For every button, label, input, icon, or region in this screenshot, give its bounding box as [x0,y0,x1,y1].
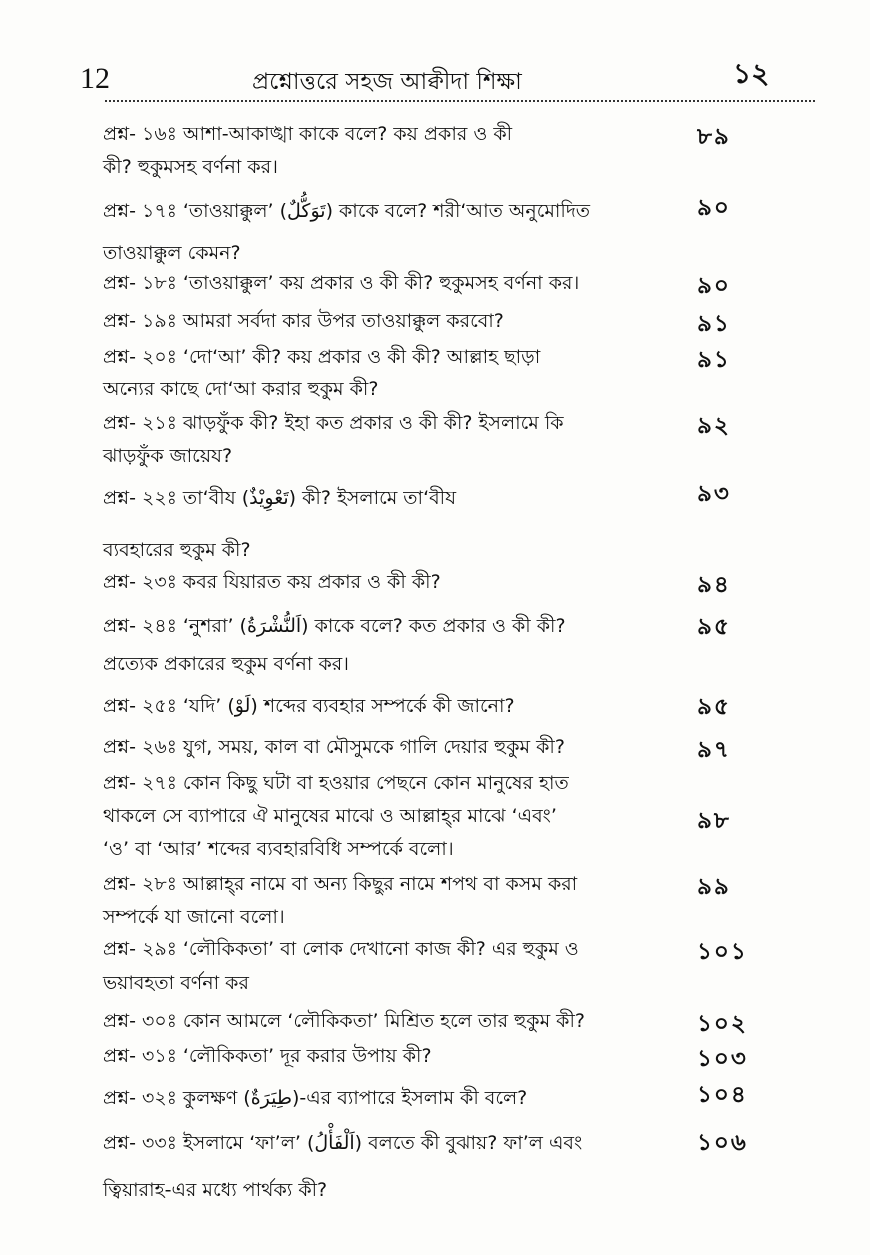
page-number-latin: 12 [80,62,110,95]
toc-entry-text-line: প্রশ্ন- ১৯ঃ আমরা সর্বদা কার উপর তাওয়াক্কুল করবো? [103,310,504,332]
toc-entry-text-line: থাকলে সে ব্যাপারে ঐ মানুষের মাঝে ও আল্লাহ্‌র মাঝে ‘এবং’ [103,805,557,827]
toc-entry-page-number: ৯৯ [697,874,731,900]
toc-entry-text-line: প্রশ্ন- ২৩ঃ কবর যিয়ারত কয় প্রকার ও কী কী? [103,571,441,593]
toc-entry-text-line: প্রশ্ন- ২৬ঃ যুগ, সময়, কাল বা মৌসুমকে গালি দেয়ার হুকুম কী? [103,736,565,758]
toc-entry-page-number: ৯৪ [697,572,731,598]
toc-entry-text-line: অন্যের কাছে দো‘আ করার হুকুম কী? [103,378,379,400]
toc-entry-page-number: ১০১ [697,939,748,965]
toc-entry-text-line: ত্বিয়ারাহ-এর মধ্যে পার্থক্য কী? [103,1179,328,1201]
header-dotted-rule [105,100,815,102]
toc-entry-text-line: প্রশ্ন- ৩২ঃ কুলক্ষণ (طِيَرَةٌ)-এর ব্যাপারে ইসলাম কী বলে? [103,1087,528,1109]
toc-entry-text-line: ঝাড়ফুঁক জায়েয? [103,445,233,467]
toc-entry-text-line: প্রশ্ন- ২৯ঃ ‘লৌকিকতা’ বা লোক দেখানো কাজ কী? এর হুকুম ও [103,938,579,960]
toc-entry-text-line: প্রশ্ন- ২২ঃ তা‘বীয (تَعْوِيْذٌ) কী? ইসলামে তা‘বীয [103,487,457,509]
toc-entry-page-number: ৯৩ [697,481,731,507]
toc-entry-page-number: ৯২ [697,413,731,439]
toc-entry-text-line: প্রশ্ন- ১৮ঃ ‘তাওয়াক্কুল’ কয় প্রকার ও কী কী? হুকুমসহ বর্ণনা কর। [103,272,580,294]
toc-entry-text-line: প্রশ্ন- ২১ঃ ঝাড়ফুঁক কী? ইহা কত প্রকার ও কী কী? ইসলামে কি [103,412,564,434]
toc-entry-page-number: ৯৫ [697,614,731,640]
toc-entry-text-line: প্রশ্ন- ২৮ঃ আল্লাহ্‌র নামে বা অন্য কিছুর নামে শপথ বা কসম করা [103,873,578,895]
toc-entry-text-line: প্রশ্ন- ২০ঃ ‘দো‘আ’ কী? কয় প্রকার ও কী কী? আল্লাহ ছাড়া [103,346,541,368]
toc-entry-text-line: কী? হুকুমসহ বর্ণনা কর। [103,156,278,178]
toc-entry-text-line: ভয়াবহতা বর্ণনা কর [103,972,249,994]
toc-entry-text-line: প্রশ্ন- ৩০ঃ কোন আমলে ‘লৌকিকতা’ মিশ্রিত হলে তার হুকুম কী? [103,1010,585,1032]
toc-entry-page-number: ৯০ [697,273,731,299]
toc-entry-page-number: ৮৯ [697,124,731,150]
toc-entry-page-number: ১০৩ [697,1046,748,1072]
toc-entry-text-line: ‘ও’ বা ‘আর’ শব্দের ব্যবহারবিধি সম্পর্কে বলো। [103,838,454,860]
toc-entry-page-number: ৯৮ [697,808,731,834]
toc-entry-page-number: ৯১ [697,311,731,337]
toc-entry-text-line: প্রশ্ন- ২৫ঃ ‘যদি’ (لَوْ) শব্দের ব্যবহার সম্পর্কে কী জানো? [103,695,515,717]
toc-entry-text-line: ব্যবহারের হুকুম কী? [103,539,251,561]
toc-entry-page-number: ৯১ [697,347,731,373]
toc-entry-text-line: প্রশ্ন- ৩১ঃ ‘লৌকিকতা’ দূর করার উপায় কী? [103,1045,432,1067]
toc-entry-text-line: প্রশ্ন- ১৭ঃ ‘তাওয়াক্কুল’ (تَوَكُّلٌ) কাকে বলে? শরী‘আত অনুমোদিত [103,200,591,222]
toc-entry-text-line: সম্পর্কে যা জানো বলো। [103,906,285,928]
toc-entry-text-line: প্রশ্ন- ১৬ঃ আশা-আকাঙ্খা কাকে বলে? কয় প্রকার ও কী [103,123,513,145]
toc-entry-page-number: ৯৫ [697,694,731,720]
toc-entry-page-number: ৯০ [697,195,731,221]
toc-entry-page-number: ১০৪ [697,1082,748,1108]
toc-entry-text-line: তাওয়াক্কুল কেমন? [103,242,241,264]
toc-entry-text-line: প্রশ্ন- ৩৩ঃ ইসলামে ‘ফা’ল’ (اَلْفَأْلُ) বলতে কী বুঝায়? ফা’ল এবং [103,1132,583,1154]
toc-entry-page-number: ১০২ [697,1011,748,1037]
book-title: প্রশ্নোত্তরে সহজ আক্বীদা শিক্ষা [252,69,522,95]
toc-entry-text-line: প্রশ্ন- ২৪ঃ ‘নুশরা’ (اَلنُّشْرَةُ) কাকে বলে? কত প্রকার ও কী কী? [103,615,566,637]
toc-entry-page-number: ৯৭ [697,737,731,763]
toc-entry-text-line: প্রশ্ন- ২৭ঃ কোন কিছু ঘটা বা হওয়ার পেছনে কোন মানুষের হাত [103,772,569,794]
page-number-bengali: ১২ [733,57,770,90]
toc-entry-page-number: ১০৬ [697,1130,748,1156]
toc-entry-text-line: প্রত্যেক প্রকারের হুকুম বর্ণনা কর। [103,653,349,675]
